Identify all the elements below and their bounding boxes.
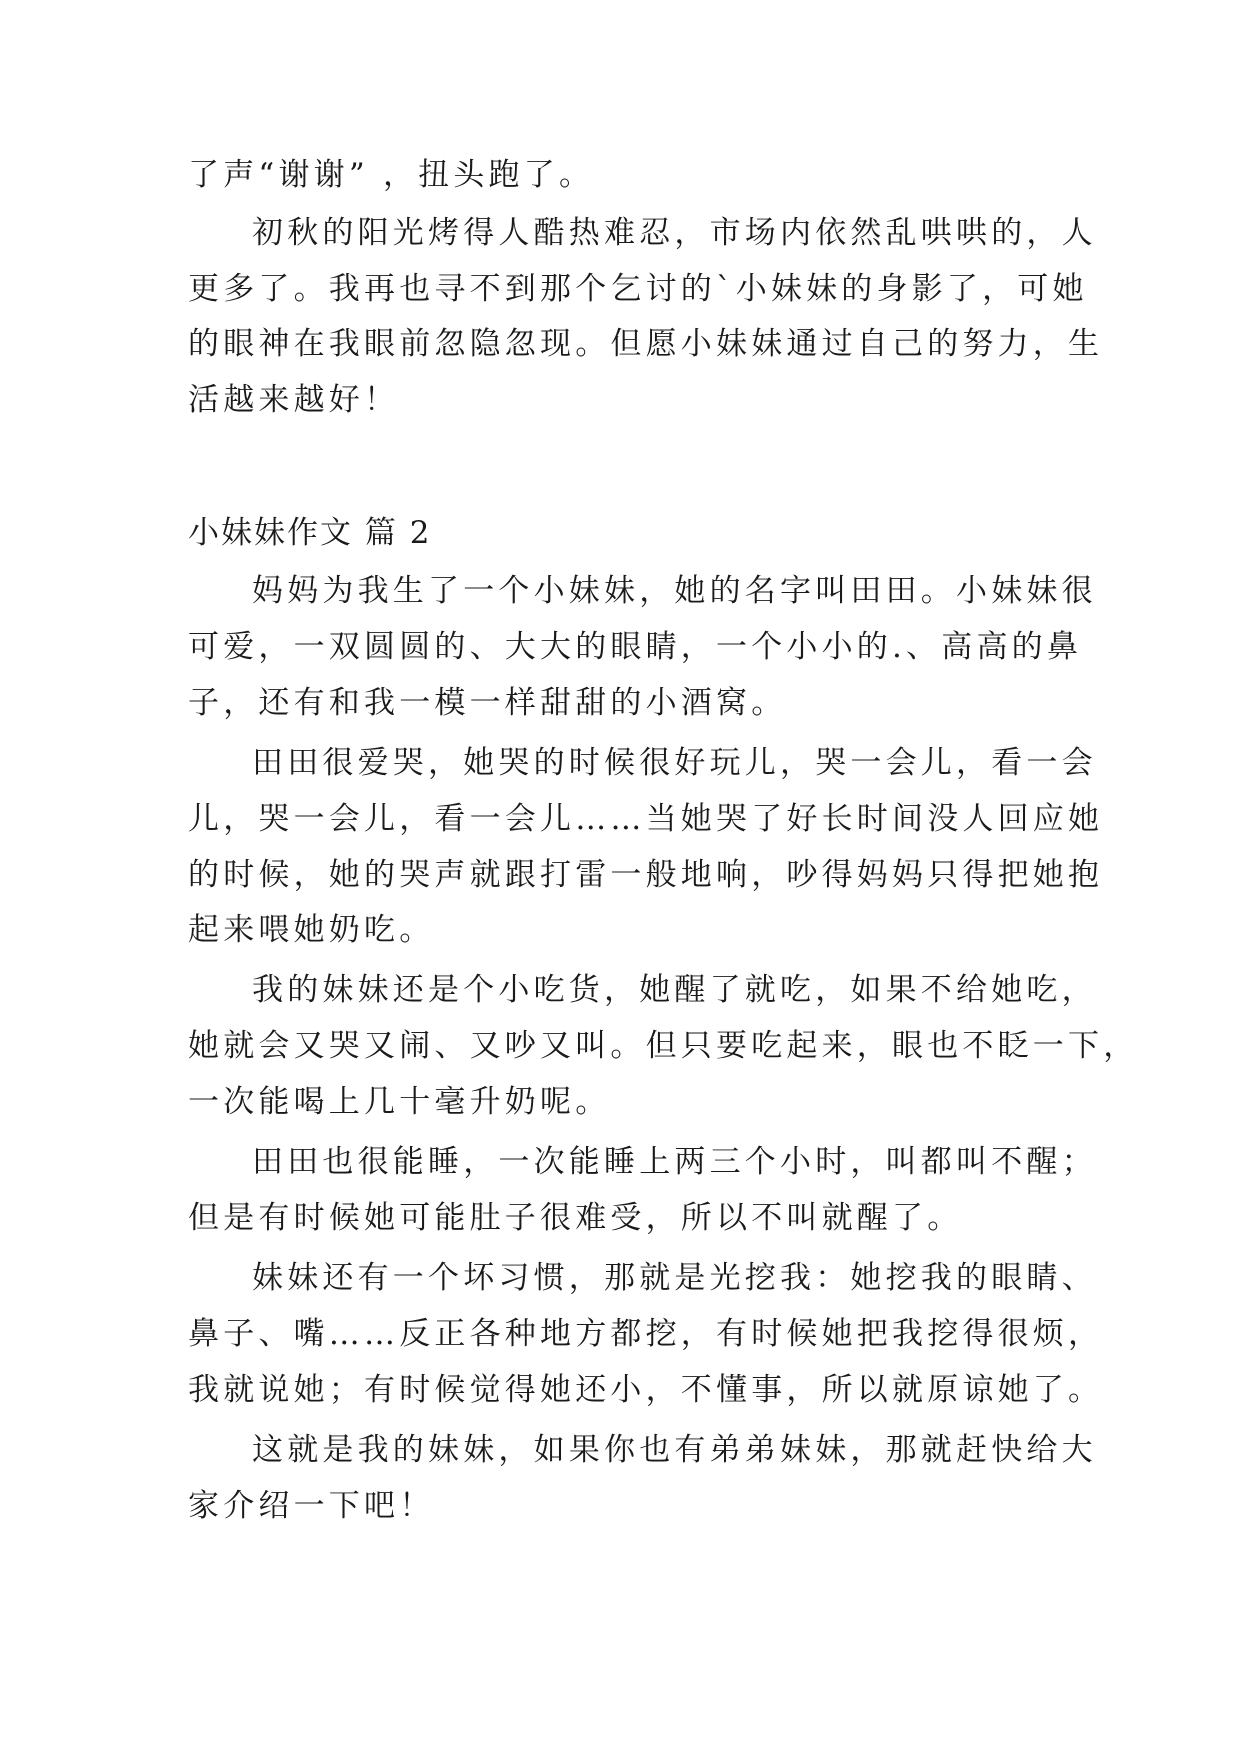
paragraph-line: 一次能喝上几十毫升奶呢。 (188, 1084, 611, 1120)
paragraph-line: 活越来越好！ (188, 382, 400, 418)
paragraph-line: 的眼神在我眼前忽隐忽现。但愿小妹妹通过自己的努力，生 (188, 326, 1104, 362)
paragraph-line: 起来喂她奶吃。 (188, 912, 435, 948)
paragraph-line: 妹妹还有一个坏习惯，那就是光挖我：她挖我的眼睛、 (252, 1260, 1097, 1296)
section-heading: 小妹妹作文 篇 2 (188, 515, 432, 551)
paragraph-line: 鼻子、嘴……反正各种地方都挖，有时候她把我挖得很烦， (188, 1316, 1104, 1352)
paragraph-line: 我就说她；有时候觉得她还小，不懂事，所以就原谅她了。 (188, 1372, 1104, 1408)
paragraph-line: 这就是我的妹妹，如果你也有弟弟妹妹，那就赶快给大 (252, 1432, 1097, 1468)
paragraph-line: 更多了。我再也寻不到那个乞讨的`小妹妹的身影了，可她 (188, 271, 1088, 307)
paragraph-line: 初秋的阳光烤得人酷热难忍，市场内依然乱哄哄的，人 (252, 215, 1097, 251)
paragraph-line: 可爱，一双圆圆的、大大的眼睛，一个小小的.、高高的鼻 (188, 629, 1083, 665)
paragraph-line: 了声“谢谢” ，扭头跑了。 (188, 157, 595, 193)
paragraph-line: 田田很爱哭，她哭的时候很好玩儿，哭一会儿，看一会 (252, 745, 1097, 781)
paragraph-line: 我的妹妹还是个小吃货，她醒了就吃，如果不给她吃， (252, 972, 1097, 1008)
paragraph-line: 的时候，她的哭声就跟打雷一般地响，吵得妈妈只得把她抱 (188, 857, 1104, 893)
paragraph-line: 田田也很能睡，一次能睡上两三个小时，叫都叫不醒； (252, 1144, 1097, 1180)
paragraph-line: 她就会又哭又闹、又吵又叫。但只要吃起来，眼也不眨一下， (188, 1028, 1139, 1064)
paragraph-line: 儿，哭一会儿，看一会儿……当她哭了好长时间没人回应她 (188, 801, 1104, 837)
paragraph-line: 但是有时候她可能肚子很难受，所以不叫就醒了。 (188, 1200, 963, 1236)
paragraph-line: 子，还有和我一模一样甜甜的小酒窝。 (188, 685, 787, 721)
paragraph-line: 妈妈为我生了一个小妹妹，她的名字叫田田。小妹妹很 (252, 573, 1097, 609)
paragraph-line: 家介绍一下吧！ (188, 1488, 435, 1524)
